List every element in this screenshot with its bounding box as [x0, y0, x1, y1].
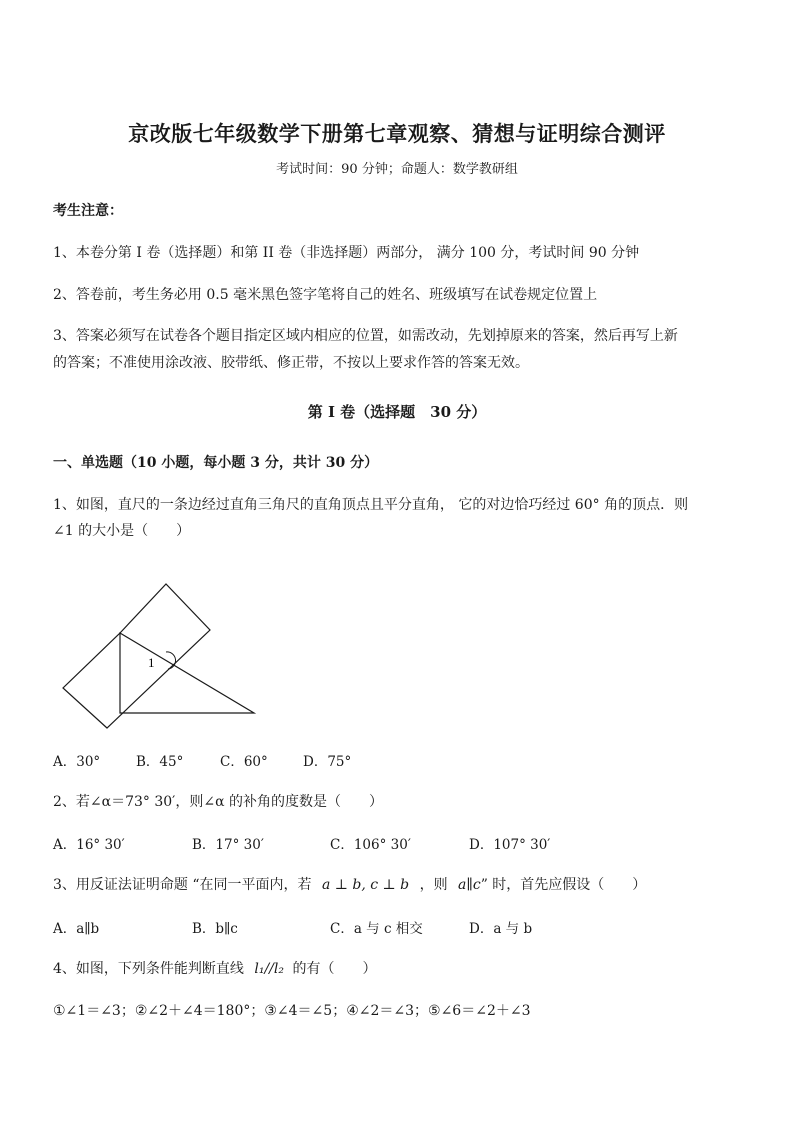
q2-option-a[interactable]: A．16° 30′	[53, 837, 125, 853]
q3-text	[53, 874, 646, 894]
q3-math-conclusion: a∥c	[458, 877, 481, 893]
q3-math-condition: a ⊥ b, c ⊥ b	[321, 877, 410, 893]
notice-item-3-line-1: 3、答案必须写在试卷各个题目指定区域内相应的位置，如需改动，先划掉原来的答案，然后再写上新	[53, 328, 678, 344]
q4-text	[53, 958, 376, 978]
q4-math-lines: l₁//l₂	[254, 961, 284, 977]
q3-option-b[interactable]: B．b∥c	[192, 921, 238, 937]
q2-text: 2、若∠α＝73° 30′，则∠α 的补角的度数是（ ）	[53, 794, 383, 810]
q4-conditions: ①∠1＝∠3；②∠2＋∠4＝180°；③∠4＝∠5；④∠2＝∠3；⑤∠6＝∠2＋∠3	[53, 1003, 531, 1019]
q3-option-d[interactable]: D．a 与 b	[469, 921, 533, 937]
q4-suffix: 的有（ ）	[292, 961, 377, 977]
q1-option-a[interactable]: A．30°	[53, 754, 101, 770]
q3-option-a[interactable]: A．a∥b	[53, 921, 100, 937]
q3-prefix: 3、用反证法证明命题 “在同一平面内，若	[53, 877, 312, 893]
angle-1-label: 1	[148, 655, 155, 670]
notice-heading: 考生注意：	[53, 203, 123, 219]
q1-option-b[interactable]: B．45°	[136, 754, 184, 770]
q2-option-d[interactable]: D．107° 30′	[469, 837, 551, 853]
q3-option-c[interactable]: C．a 与 c 相交	[330, 921, 423, 937]
q2-option-b[interactable]: B．17° 30′	[192, 837, 264, 853]
angle-arc	[166, 652, 176, 669]
q3-middle: ，则	[419, 877, 448, 893]
q1-option-d[interactable]: D．75°	[303, 754, 352, 770]
q2-option-c[interactable]: C．106° 30′	[330, 837, 411, 853]
q1-option-c[interactable]: C．60°	[220, 754, 268, 770]
page-title: 京改版七年级数学下册第七章观察、猜想与证明综合测评	[128, 121, 666, 146]
q1-text-line-2: ∠1 的大小是（ ）	[53, 523, 191, 539]
q3-suffix: ” 时，首先应假设（ ）	[480, 877, 647, 893]
q1-text-line-1: 1、如图，直尺的一条边经过直角三角尺的直角顶点且平分直角， 它的对边恰巧经过 60° 角的顶点．则	[53, 497, 689, 513]
q4-prefix: 4、如图，下列条件能判断直线	[53, 961, 244, 977]
q1-figure	[55, 575, 270, 735]
part1-heading: 第 I 卷（选择题 30 分）	[307, 403, 487, 421]
notice-item-1: 1、本卷分第 I 卷（选择题）和第 II 卷（非选择题）两部分， 满分 100 分，考试时间 90 分钟	[53, 245, 640, 261]
triangle-shape	[120, 633, 254, 713]
notice-item-2: 2、答卷前，考生务必用 0.5 毫米黑色签字笔将自己的姓名、班级填写在试卷规定位置上	[53, 287, 598, 303]
exam-subtitle: 考试时间：90 分钟；命题人：数学教研组	[276, 162, 518, 177]
section1-heading: 一、单选题（10 小题，每小题 3 分，共计 30 分）	[53, 455, 379, 471]
ruler-shape	[63, 584, 210, 728]
notice-item-3-line-2: 的答案；不准使用涂改液、胶带纸、修正带，不按以上要求作答的答案无效。	[53, 355, 529, 371]
